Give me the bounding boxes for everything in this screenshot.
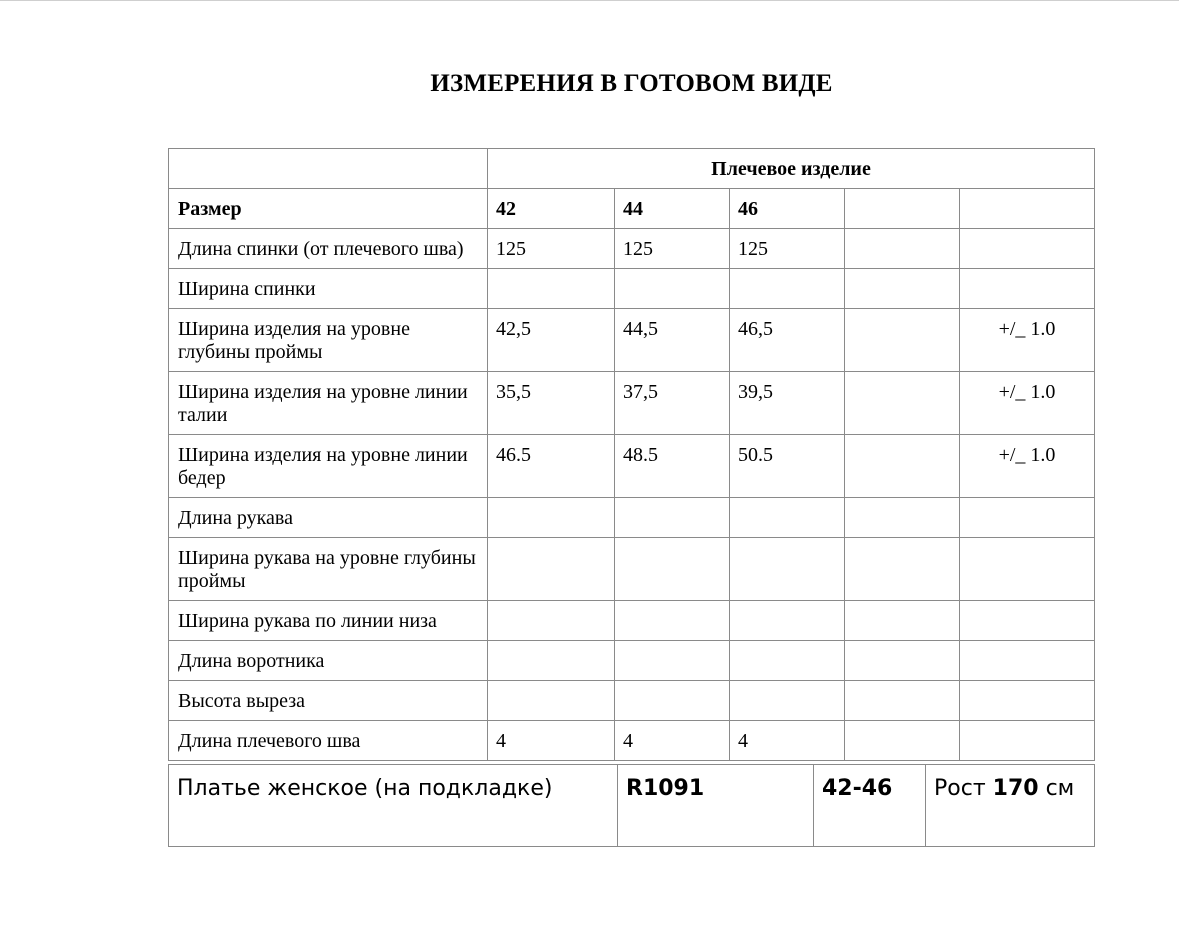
tolerance-cell [960, 229, 1095, 269]
table-row [169, 498, 1095, 538]
row-label-cell [169, 229, 488, 269]
height-prefix: Рост [934, 776, 993, 801]
value-cell: 39,5 [730, 372, 845, 435]
tolerance-cell: +/_ 1.0 [960, 309, 1095, 372]
table-row [169, 269, 1095, 309]
value-cell [845, 309, 960, 372]
value-cell: 35,5 [488, 372, 615, 435]
value-cell [845, 681, 960, 721]
value-cell [845, 601, 960, 641]
row-label-cell: Ширина изделия на уровне глубины проймы [169, 309, 488, 372]
value-cell [845, 641, 960, 681]
size-cell [845, 189, 960, 229]
value-cell: 4 [488, 721, 615, 761]
group-header-cell: Плечевое изделие [488, 149, 1095, 189]
value-cell [615, 269, 730, 309]
value-cell [488, 681, 615, 721]
height-cell [926, 765, 1095, 847]
value-cell: 125 [615, 229, 730, 269]
tolerance-cell [960, 538, 1095, 601]
table-row [169, 435, 1095, 498]
row-label-cell: Ширина спинки [169, 269, 488, 309]
row-label-cell: Ширина рукава по линии низа [169, 601, 488, 641]
value-cell: 44,5 [615, 309, 730, 372]
tolerance-cell [960, 601, 1095, 641]
row-label-cell: Длина плечевого шва [169, 721, 488, 761]
value-cell [730, 641, 845, 681]
value-cell: 50.5 [730, 435, 845, 498]
table-row [169, 538, 1095, 601]
value-cell [488, 269, 615, 309]
row-label-cell: Длина воротника [169, 641, 488, 681]
table-row [169, 721, 1095, 761]
value-cell [488, 498, 615, 538]
tolerance-cell [960, 498, 1095, 538]
value-cell [730, 538, 845, 601]
group-header-row [169, 149, 1095, 189]
row-label-cell: Ширина рукава на уровне глубины проймы [169, 538, 488, 601]
size-cell: 42 [488, 189, 615, 229]
tolerance-cell [960, 641, 1095, 681]
value-cell: 42,5 [488, 309, 615, 372]
measurements-table [168, 148, 1095, 761]
row-label: Длина спинки (от плечевого шва) [178, 238, 464, 260]
value-cell [615, 641, 730, 681]
value-cell [730, 269, 845, 309]
table-row [169, 681, 1095, 721]
tolerance-cell: +/_ 1.0 [960, 435, 1095, 498]
value-cell [845, 269, 960, 309]
article-cell: R1091 [618, 765, 814, 847]
page-top-border [0, 0, 1179, 1]
tolerance-cell [960, 721, 1095, 761]
row-label-cell: Ширина изделия на уровне линии бедер [169, 435, 488, 498]
value-cell: 125 [730, 229, 845, 269]
tolerance-cell [960, 269, 1095, 309]
value-cell: 4 [730, 721, 845, 761]
value-cell [488, 601, 615, 641]
value-cell [845, 435, 960, 498]
size-range-cell: 42-46 [814, 765, 926, 847]
value-cell: 37,5 [615, 372, 730, 435]
empty-corner-cell [169, 149, 488, 189]
value-cell: 4 [615, 721, 730, 761]
product-info-table [168, 764, 1095, 847]
product-name-cell: Платье женское (на подкладке) [169, 765, 618, 847]
value-cell [845, 229, 960, 269]
value-cell: 46.5 [488, 435, 615, 498]
product-info-row [169, 765, 1095, 847]
value-cell: 125 [488, 229, 615, 269]
size-cell [960, 189, 1095, 229]
value-cell [845, 372, 960, 435]
value-cell: 46,5 [730, 309, 845, 372]
row-label-cell: Ширина изделия на уровне линии талии [169, 372, 488, 435]
size-cell: 46 [730, 189, 845, 229]
table-row [169, 229, 1095, 269]
row-label-cell: Высота выреза [169, 681, 488, 721]
value-cell [730, 681, 845, 721]
value-cell [615, 681, 730, 721]
value-cell [730, 498, 845, 538]
value-cell: 48.5 [615, 435, 730, 498]
tolerance-cell [960, 681, 1095, 721]
value-cell [488, 538, 615, 601]
tolerance-cell: +/_ 1.0 [960, 372, 1095, 435]
value-cell [615, 601, 730, 641]
value-cell [615, 498, 730, 538]
value-cell [845, 498, 960, 538]
table-row [169, 601, 1095, 641]
size-label-cell: Размер [169, 189, 488, 229]
height-unit: см [1038, 776, 1075, 801]
size-header-row [169, 189, 1095, 229]
value-cell [845, 721, 960, 761]
value-cell [845, 538, 960, 601]
page-title: ИЗМЕРЕНИЯ В ГОТОВОМ ВИДЕ [430, 70, 833, 97]
table-row [169, 309, 1095, 372]
value-cell [730, 601, 845, 641]
value-cell [488, 641, 615, 681]
row-label-cell: Длина рукава [169, 498, 488, 538]
table-row [169, 372, 1095, 435]
table-row [169, 641, 1095, 681]
size-cell: 44 [615, 189, 730, 229]
value-cell [615, 538, 730, 601]
height-value: 170 [992, 776, 1039, 801]
